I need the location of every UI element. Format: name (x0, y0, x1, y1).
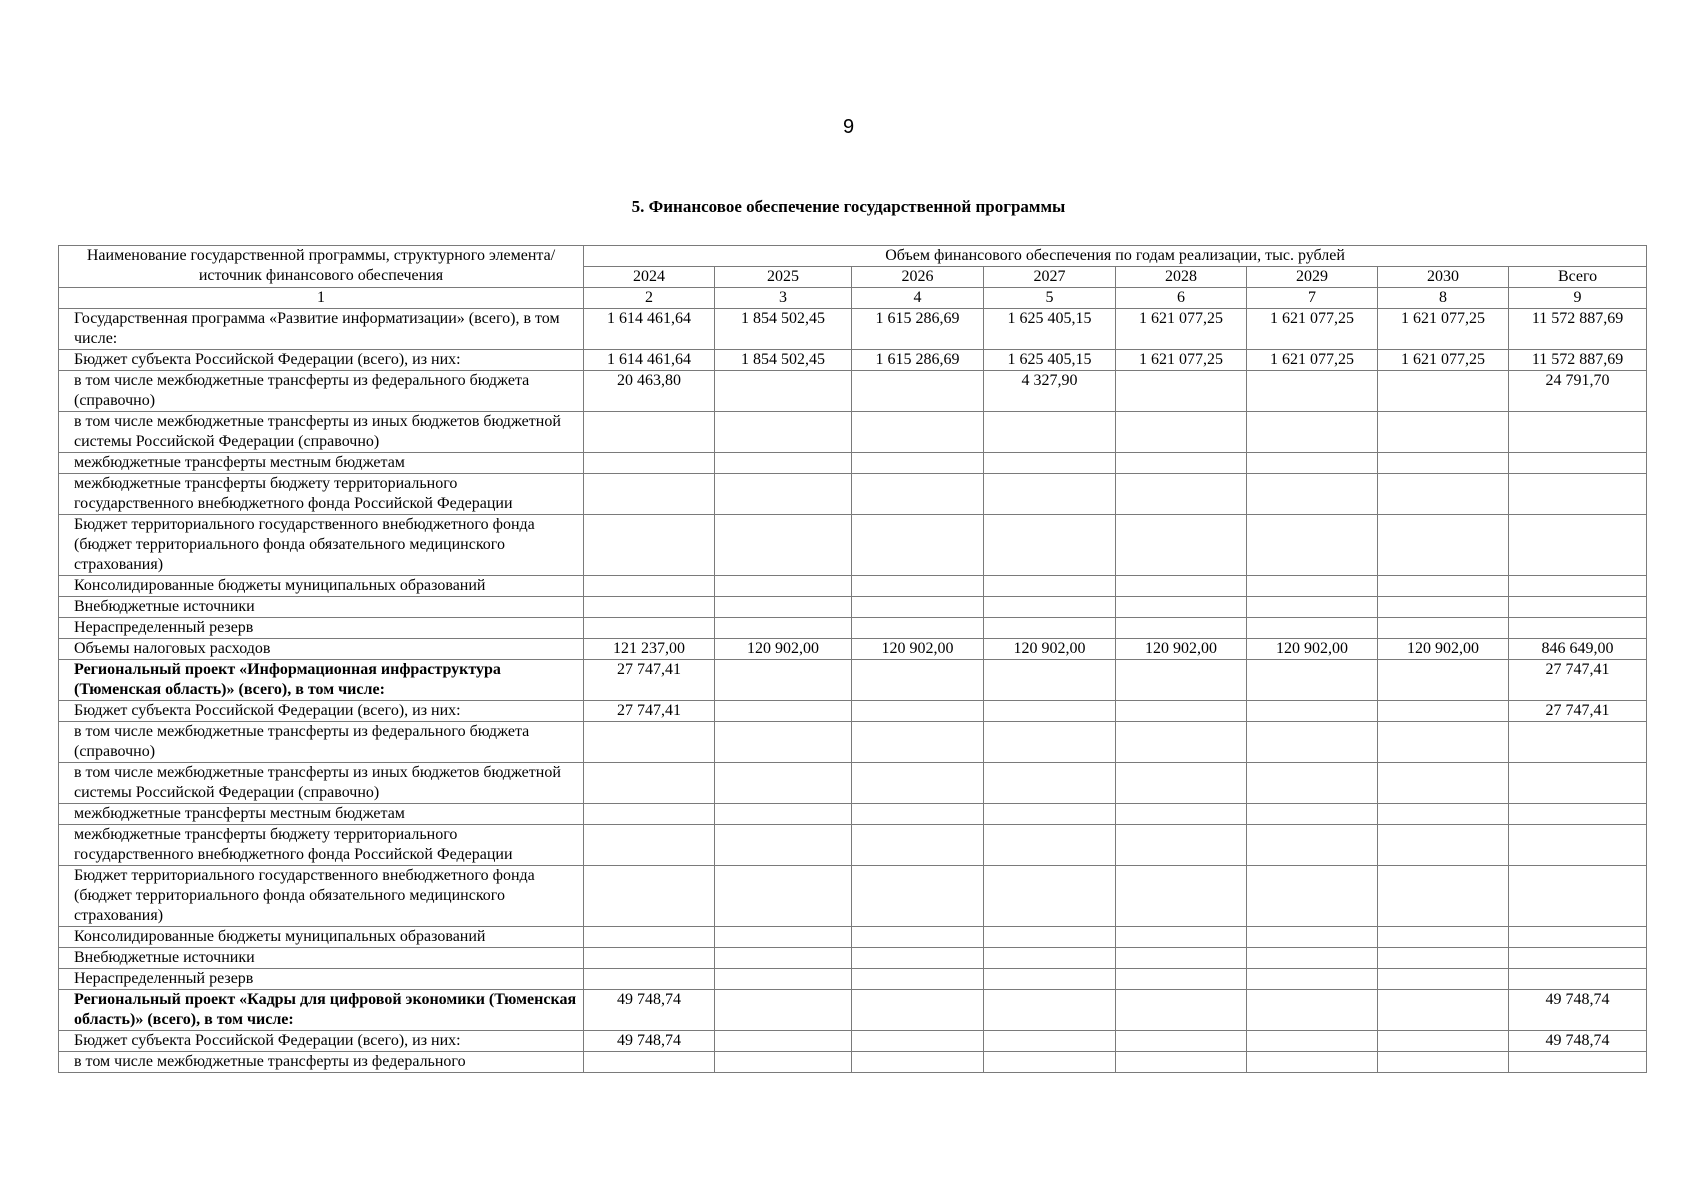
value-cell (584, 825, 715, 866)
value-cell: 1 625 405,15 (984, 350, 1116, 371)
table-row (59, 722, 1647, 763)
row-name-cell: межбюджетные трансферты бюджету территориального государственного внебюджетного фонда Российской Федерации (59, 474, 584, 515)
year-header: 2026 (852, 267, 984, 288)
total-value-cell: 49 748,74 (1509, 1031, 1647, 1052)
value-cell: 120 902,00 (1116, 639, 1247, 660)
value-cell (1247, 722, 1378, 763)
total-value-cell (1509, 927, 1647, 948)
total-value-cell (1509, 453, 1647, 474)
page-number: 9 (842, 116, 855, 138)
total-value-cell (1509, 597, 1647, 618)
table-row (59, 350, 1647, 371)
row-name-cell: межбюджетные трансферты местным бюджетам (59, 804, 584, 825)
value-cell (1247, 474, 1378, 515)
value-cell (1378, 948, 1509, 969)
value-cell (1247, 825, 1378, 866)
total-value-cell (1509, 948, 1647, 969)
value-cell (584, 474, 715, 515)
value-cell (984, 990, 1116, 1031)
table-row (59, 1031, 1647, 1052)
value-cell: 1 621 077,25 (1378, 350, 1509, 371)
row-name-cell: межбюджетные трансферты бюджету территориального государственного внебюджетного фонда Российской Федерации (59, 825, 584, 866)
value-cell (1247, 660, 1378, 701)
row-name-cell: Нераспределенный резерв (59, 969, 584, 990)
table-row (59, 309, 1647, 350)
value-cell (715, 969, 852, 990)
value-cell (1378, 515, 1509, 576)
table-row (59, 474, 1647, 515)
column-number: 4 (852, 288, 984, 309)
value-cell (715, 948, 852, 969)
value-cell (1247, 597, 1378, 618)
value-cell (1247, 1031, 1378, 1052)
value-cell (1116, 763, 1247, 804)
value-cell (984, 412, 1116, 453)
row-name-cell: в том числе межбюджетные трансферты из федерального бюджета (справочно) (59, 371, 584, 412)
value-cell (584, 412, 715, 453)
row-name-cell: Бюджет территориального государственного внебюджетного фонда (бюджет территориального фонда обязательного медицинского страхования) (59, 866, 584, 927)
value-cell (715, 660, 852, 701)
total-value-cell (1509, 763, 1647, 804)
table-row (59, 948, 1647, 969)
value-cell (1378, 825, 1509, 866)
value-cell (1247, 804, 1378, 825)
value-cell (984, 453, 1116, 474)
value-cell: 1 615 286,69 (852, 309, 984, 350)
value-cell: 27 747,41 (584, 660, 715, 701)
value-cell (1378, 990, 1509, 1031)
column-numbers-row (59, 288, 1647, 309)
value-cell (715, 701, 852, 722)
value-cell: 120 902,00 (852, 639, 984, 660)
value-cell (984, 969, 1116, 990)
value-cell (715, 804, 852, 825)
value-cell (1378, 453, 1509, 474)
value-cell (1247, 948, 1378, 969)
value-cell (715, 1031, 852, 1052)
value-cell (1378, 804, 1509, 825)
value-cell (1378, 927, 1509, 948)
value-cell (1116, 515, 1247, 576)
value-cell (984, 948, 1116, 969)
row-name-cell: Государственная программа «Развитие информатизации» (всего), в том числе: (59, 309, 584, 350)
value-cell: 20 463,80 (584, 371, 715, 412)
value-cell: 1 621 077,25 (1378, 309, 1509, 350)
value-cell: 120 902,00 (1247, 639, 1378, 660)
total-value-cell (1509, 618, 1647, 639)
table-row (59, 701, 1647, 722)
value-cell (1247, 701, 1378, 722)
value-cell (584, 515, 715, 576)
value-cell: 120 902,00 (1378, 639, 1509, 660)
value-cell (1116, 371, 1247, 412)
value-cell (852, 722, 984, 763)
value-cell (1247, 866, 1378, 927)
value-cell (715, 990, 852, 1031)
value-cell (715, 825, 852, 866)
value-cell: 1 621 077,25 (1116, 309, 1247, 350)
value-cell (1378, 1031, 1509, 1052)
total-value-cell (1509, 866, 1647, 927)
row-name-cell: в том числе межбюджетные трансферты из иных бюджетов бюджетной системы Российской Федерации (справочно) (59, 763, 584, 804)
column-number: 7 (1247, 288, 1378, 309)
value-cell (584, 927, 715, 948)
financing-table (58, 245, 1647, 1073)
value-cell (715, 866, 852, 927)
total-value-cell: 24 791,70 (1509, 371, 1647, 412)
value-cell: 1 621 077,25 (1247, 309, 1378, 350)
value-cell (715, 576, 852, 597)
value-cell (984, 804, 1116, 825)
total-value-cell (1509, 804, 1647, 825)
column-number: 5 (984, 288, 1116, 309)
value-cell (584, 969, 715, 990)
value-cell (715, 371, 852, 412)
table-row (59, 825, 1647, 866)
total-value-cell: 49 748,74 (1509, 990, 1647, 1031)
table-row (59, 990, 1647, 1031)
row-name-cell: Бюджет субъекта Российской Федерации (всего), из них: (59, 1031, 584, 1052)
value-cell: 1 625 405,15 (984, 309, 1116, 350)
total-value-cell (1509, 576, 1647, 597)
row-name-cell: Нераспределенный резерв (59, 618, 584, 639)
value-cell (715, 515, 852, 576)
value-cell (584, 948, 715, 969)
value-cell (1378, 597, 1509, 618)
value-cell: 1 614 461,64 (584, 350, 715, 371)
value-cell (1378, 1052, 1509, 1073)
table-row (59, 639, 1647, 660)
table-row (59, 412, 1647, 453)
value-cell: 49 748,74 (584, 1031, 715, 1052)
value-cell (852, 763, 984, 804)
value-cell (1247, 412, 1378, 453)
header-name-cell: Наименование государственной программы, структурного элемента/источник финансового обеспечения (59, 246, 584, 288)
row-name-cell: Региональный проект «Кадры для цифровой экономики (Тюменская область)» (всего), в том числе: (59, 990, 584, 1031)
value-cell (715, 722, 852, 763)
row-name-cell: Региональный проект «Информационная инфраструктура (Тюменская область)» (всего), в том числе: (59, 660, 584, 701)
value-cell (715, 1052, 852, 1073)
value-cell (715, 618, 852, 639)
value-cell (984, 722, 1116, 763)
total-value-cell (1509, 412, 1647, 453)
value-cell (1116, 453, 1247, 474)
value-cell (852, 453, 984, 474)
value-cell (1378, 412, 1509, 453)
value-cell (852, 948, 984, 969)
total-header: Всего (1509, 267, 1647, 288)
total-value-cell: 27 747,41 (1509, 660, 1647, 701)
value-cell (984, 825, 1116, 866)
column-number: 2 (584, 288, 715, 309)
value-cell: 4 327,90 (984, 371, 1116, 412)
value-cell (852, 515, 984, 576)
value-cell (984, 866, 1116, 927)
value-cell (1116, 1052, 1247, 1073)
total-value-cell (1509, 825, 1647, 866)
value-cell (984, 597, 1116, 618)
value-cell (852, 618, 984, 639)
year-header: 2024 (584, 267, 715, 288)
table-row (59, 371, 1647, 412)
value-cell (852, 1031, 984, 1052)
value-cell (852, 1052, 984, 1073)
value-cell (852, 474, 984, 515)
row-name-cell: Внебюджетные источники (59, 948, 584, 969)
year-header: 2028 (1116, 267, 1247, 288)
value-cell (1116, 927, 1247, 948)
value-cell (984, 576, 1116, 597)
value-cell (852, 927, 984, 948)
value-cell (1116, 722, 1247, 763)
year-header: 2029 (1247, 267, 1378, 288)
value-cell (1116, 948, 1247, 969)
value-cell (1116, 1031, 1247, 1052)
value-cell (1116, 866, 1247, 927)
row-name-cell: Консолидированные бюджеты муниципальных образований (59, 576, 584, 597)
section-title: 5. Финансовое обеспечение государственной программы (631, 197, 1066, 216)
value-cell (1247, 763, 1378, 804)
value-cell (852, 990, 984, 1031)
value-cell (852, 412, 984, 453)
value-cell (1116, 660, 1247, 701)
table-row (59, 660, 1647, 701)
value-cell (1378, 969, 1509, 990)
value-cell (1247, 515, 1378, 576)
value-cell (1116, 701, 1247, 722)
row-name-cell: Объемы налоговых расходов (59, 639, 584, 660)
row-name-cell: межбюджетные трансферты местным бюджетам (59, 453, 584, 474)
value-cell (852, 576, 984, 597)
value-cell: 1 854 502,45 (715, 309, 852, 350)
value-cell: 121 237,00 (584, 639, 715, 660)
total-value-cell: 27 747,41 (1509, 701, 1647, 722)
row-name-cell: Бюджет территориального государственного внебюджетного фонда (бюджет территориального фонда обязательного медицинского страхования) (59, 515, 584, 576)
value-cell (1378, 576, 1509, 597)
row-name-cell: Консолидированные бюджеты муниципальных образований (59, 927, 584, 948)
value-cell (984, 618, 1116, 639)
value-cell: 49 748,74 (584, 990, 715, 1031)
total-value-cell (1509, 515, 1647, 576)
value-cell: 1 615 286,69 (852, 350, 984, 371)
value-cell (984, 701, 1116, 722)
value-cell (852, 597, 984, 618)
value-cell (1116, 990, 1247, 1031)
row-name-cell: в том числе межбюджетные трансферты из иных бюджетов бюджетной системы Российской Федерации (справочно) (59, 412, 584, 453)
value-cell: 1 854 502,45 (715, 350, 852, 371)
column-number: 9 (1509, 288, 1647, 309)
value-cell (1247, 576, 1378, 597)
column-number: 8 (1378, 288, 1509, 309)
value-cell (715, 927, 852, 948)
total-value-cell (1509, 969, 1647, 990)
value-cell (1378, 660, 1509, 701)
value-cell (584, 1052, 715, 1073)
value-cell (852, 866, 984, 927)
value-cell (1247, 371, 1378, 412)
value-cell (984, 515, 1116, 576)
table-row (59, 576, 1647, 597)
value-cell (984, 1031, 1116, 1052)
table-row (59, 804, 1647, 825)
value-cell (1378, 866, 1509, 927)
value-cell: 1 614 461,64 (584, 309, 715, 350)
table-row (59, 763, 1647, 804)
value-cell (1247, 453, 1378, 474)
header-volume-cell: Объем финансового обеспечения по годам реализации, тыс. рублей (584, 246, 1647, 267)
table-row (59, 453, 1647, 474)
total-value-cell (1509, 722, 1647, 763)
value-cell (984, 927, 1116, 948)
value-cell (1116, 576, 1247, 597)
table-row (59, 597, 1647, 618)
value-cell (584, 597, 715, 618)
value-cell (1247, 969, 1378, 990)
value-cell (584, 453, 715, 474)
value-cell (1378, 722, 1509, 763)
value-cell (852, 804, 984, 825)
value-cell (584, 576, 715, 597)
column-number: 1 (59, 288, 584, 309)
year-header: 2025 (715, 267, 852, 288)
total-value-cell: 11 572 887,69 (1509, 350, 1647, 371)
value-cell (715, 763, 852, 804)
row-name-cell: в том числе межбюджетные трансферты из федерального (59, 1052, 584, 1073)
value-cell: 27 747,41 (584, 701, 715, 722)
total-value-cell: 11 572 887,69 (1509, 309, 1647, 350)
value-cell (1378, 371, 1509, 412)
value-cell (715, 412, 852, 453)
value-cell: 1 621 077,25 (1116, 350, 1247, 371)
value-cell (1116, 412, 1247, 453)
value-cell (1378, 618, 1509, 639)
value-cell (1378, 701, 1509, 722)
row-name-cell: Бюджет субъекта Российской Федерации (всего), из них: (59, 701, 584, 722)
value-cell (584, 618, 715, 639)
column-number: 6 (1116, 288, 1247, 309)
value-cell (1116, 618, 1247, 639)
value-cell (984, 1052, 1116, 1073)
value-cell (1378, 474, 1509, 515)
value-cell (984, 763, 1116, 804)
year-header: 2030 (1378, 267, 1509, 288)
value-cell: 120 902,00 (715, 639, 852, 660)
table-row (59, 927, 1647, 948)
value-cell (715, 453, 852, 474)
total-value-cell: 846 649,00 (1509, 639, 1647, 660)
table-row (59, 618, 1647, 639)
total-value-cell (1509, 1052, 1647, 1073)
value-cell (1116, 825, 1247, 866)
value-cell (1247, 990, 1378, 1031)
value-cell (984, 474, 1116, 515)
table-body (59, 309, 1647, 1073)
value-cell (715, 597, 852, 618)
value-cell (1247, 927, 1378, 948)
value-cell (1116, 597, 1247, 618)
value-cell (984, 660, 1116, 701)
table-row (59, 1052, 1647, 1073)
row-name-cell: в том числе межбюджетные трансферты из федерального бюджета (справочно) (59, 722, 584, 763)
table-row (59, 866, 1647, 927)
value-cell (1247, 1052, 1378, 1073)
header-row-1 (59, 246, 1647, 267)
value-cell (1116, 804, 1247, 825)
value-cell (852, 371, 984, 412)
value-cell (1116, 969, 1247, 990)
value-cell (852, 701, 984, 722)
total-value-cell (1509, 474, 1647, 515)
value-cell (852, 969, 984, 990)
column-number: 3 (715, 288, 852, 309)
row-name-cell: Бюджет субъекта Российской Федерации (всего), из них: (59, 350, 584, 371)
value-cell: 1 621 077,25 (1247, 350, 1378, 371)
value-cell (852, 825, 984, 866)
value-cell (1116, 474, 1247, 515)
table-row (59, 515, 1647, 576)
value-cell (584, 722, 715, 763)
value-cell (1247, 618, 1378, 639)
value-cell (584, 763, 715, 804)
value-cell (584, 866, 715, 927)
value-cell: 120 902,00 (984, 639, 1116, 660)
table-row (59, 969, 1647, 990)
row-name-cell: Внебюджетные источники (59, 597, 584, 618)
value-cell (715, 474, 852, 515)
value-cell (1378, 763, 1509, 804)
value-cell (852, 660, 984, 701)
value-cell (584, 804, 715, 825)
year-header: 2027 (984, 267, 1116, 288)
